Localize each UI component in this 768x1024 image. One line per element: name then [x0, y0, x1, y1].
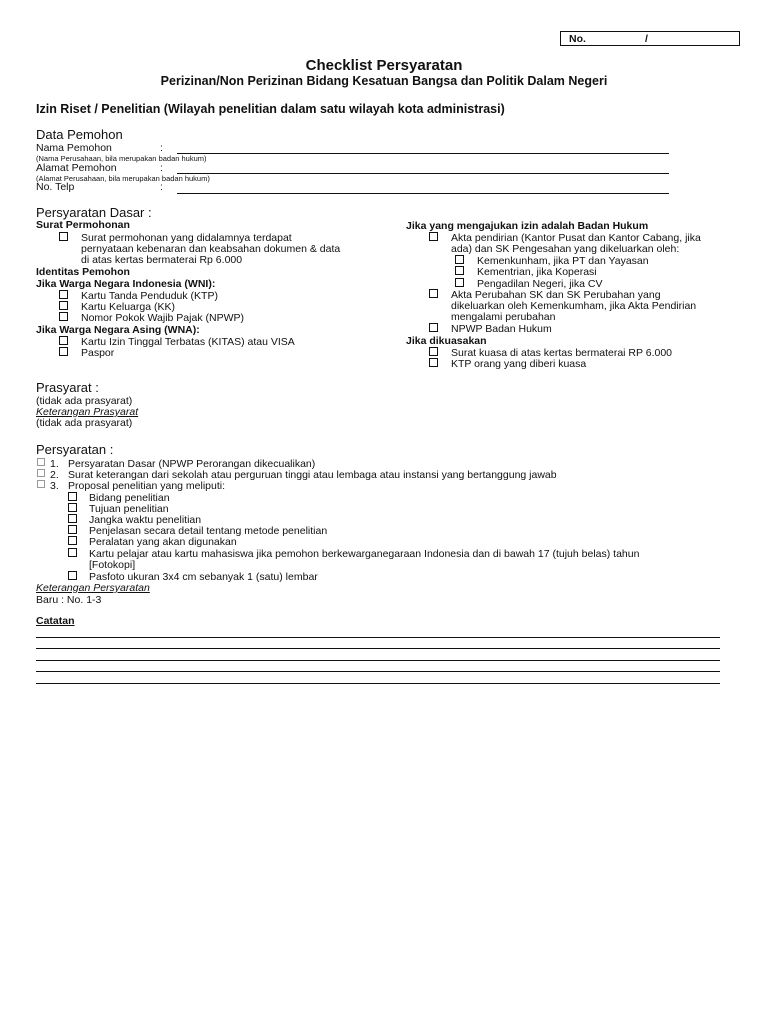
- wni-heading: Jika Warga Negara Indonesia (WNI):: [36, 278, 216, 290]
- req-text: Persyaratan Dasar (NPWP Perorangan dikecualikan): [68, 458, 316, 470]
- req-num: 2.: [50, 469, 59, 481]
- ktp-checkbox[interactable]: [59, 290, 68, 299]
- proposal-item: Kartu pelajar atau kartu mahasiswa jika pemohon berkewarganegaraan Indonesia dan di bawah 17 (tujuh belas) tahun: [89, 548, 640, 560]
- address-field[interactable]: [177, 173, 669, 174]
- number-slash: /: [645, 33, 648, 45]
- deed-line-2: ada) dan SK Pengesahan yang dikeluarkan oleh:: [451, 243, 680, 255]
- name-label: Nama Pemohon: [36, 142, 112, 154]
- identity-heading: Identitas Pemohon: [36, 266, 130, 278]
- name-colon: :: [160, 142, 163, 154]
- deed-sub-item: Kementrian, jika Koperasi: [477, 266, 597, 278]
- wna-heading: Jika Warga Negara Asing (WNA):: [36, 324, 200, 336]
- req-3-checkbox[interactable]: [37, 480, 45, 488]
- address-label: Alamat Pemohon: [36, 162, 117, 174]
- address-note: (Alamat Perusahaan, bila merupakan badan hukum): [36, 174, 210, 183]
- notes-line[interactable]: [36, 660, 720, 661]
- address-colon: :: [160, 162, 163, 174]
- deed-checkbox[interactable]: [429, 232, 438, 241]
- notes-heading: Catatan: [36, 615, 75, 627]
- req-text: Proposal penelitian yang meliputi:: [68, 480, 226, 492]
- passport-checkbox[interactable]: [59, 347, 68, 356]
- number-box: [560, 31, 740, 46]
- npwp-entity-checkbox[interactable]: [429, 323, 438, 332]
- proposal-checkbox[interactable]: [68, 503, 77, 512]
- npwp-checkbox[interactable]: [59, 312, 68, 321]
- req-1-checkbox[interactable]: [37, 458, 45, 466]
- phone-colon: :: [160, 181, 163, 193]
- wni-item: Nomor Pokok Wajib Pajak (NPWP): [81, 312, 244, 324]
- letter-line-2: pernyataan kebenaran dan keabsahan dokumen & data: [81, 243, 341, 255]
- requirements-note-value: Baru : No. 1-3: [36, 594, 102, 606]
- requirements-heading: Persyaratan :: [36, 442, 114, 457]
- photocopy-note: [Fotokopi]: [89, 559, 136, 571]
- wna-item: Paspor: [81, 347, 115, 359]
- req-text: Surat keterangan dari sekolah atau perguruan tinggi atau lembaga atau instansi yang bertanggung jawab: [68, 469, 557, 481]
- wni-item: Kartu Tanda Penduduk (KTP): [81, 290, 218, 302]
- phone-field[interactable]: [177, 193, 669, 194]
- amendment-checkbox[interactable]: [429, 289, 438, 298]
- amend-line-1: Akta Perubahan SK dan SK Perubahan yang: [451, 289, 661, 301]
- deed-line-1: Akta pendirian (Kantor Pusat dan Kantor Cabang, jika: [451, 232, 701, 244]
- requirements-note-label: Keterangan Persyaratan: [36, 582, 150, 594]
- proposal-checkbox[interactable]: [68, 548, 77, 557]
- proposal-item: Peralatan yang akan digunakan: [89, 536, 237, 548]
- prerequisites-heading: Prasyarat :: [36, 380, 99, 395]
- proposal-item: Tujuan penelitian: [89, 503, 169, 515]
- permit-type: Izin Riset / Penelitian (Wilayah penelitian dalam satu wilayah kota administrasi): [36, 102, 505, 116]
- letter-line-3: di atas kertas bermaterai Rp 6.000: [81, 254, 243, 266]
- notes-line[interactable]: [36, 648, 720, 649]
- proxy-ktp-checkbox[interactable]: [429, 358, 438, 367]
- req-num: 3.: [50, 480, 59, 492]
- kitas-checkbox[interactable]: [59, 336, 68, 345]
- wni-item: Kartu Keluarga (KK): [81, 301, 175, 313]
- proxy-item: KTP orang yang diberi kuasa: [451, 358, 587, 370]
- number-label: No.: [569, 33, 586, 45]
- basic-requirements-heading: Persyaratan Dasar :: [36, 205, 152, 220]
- pengadilan-checkbox[interactable]: [455, 278, 464, 287]
- applicant-heading: Data Pemohon: [36, 127, 123, 142]
- req-num: 1.: [50, 458, 59, 470]
- proposal-checkbox[interactable]: [68, 514, 77, 523]
- wna-item: Kartu Izin Tinggal Terbatas (KITAS) atau VISA: [81, 336, 295, 348]
- name-note: (Nama Perusahaan, bila merupakan badan hukum): [36, 154, 207, 163]
- letter-line-1: Surat permohonan yang didalamnya terdapat: [81, 232, 292, 244]
- deed-sub-item: Kemenkunham, jika PT dan Yayasan: [477, 255, 649, 267]
- proposal-checkbox[interactable]: [68, 525, 77, 534]
- deed-sub-item: Pengadilan Negeri, jika CV: [477, 278, 603, 290]
- legal-entity-heading: Jika yang mengajukan izin adalah Badan Hukum: [406, 220, 649, 232]
- proxy-letter-checkbox[interactable]: [429, 347, 438, 356]
- kemenkunham-checkbox[interactable]: [455, 255, 464, 264]
- proposal-item: Penjelasan secara detail tentang metode penelitian: [89, 525, 328, 537]
- notes-line[interactable]: [36, 683, 720, 684]
- npwp-entity-label: NPWP Badan Hukum: [451, 323, 552, 335]
- name-field[interactable]: [177, 153, 669, 154]
- page-title: Checklist Persyaratan: [305, 57, 463, 74]
- prerequisites-line-2: (tidak ada prasyarat): [36, 417, 133, 429]
- kk-checkbox[interactable]: [59, 301, 68, 310]
- letter-heading: Surat Permohonan: [36, 219, 130, 231]
- proposal-item: Bidang penelitian: [89, 492, 170, 504]
- proposal-checkbox[interactable]: [68, 492, 77, 501]
- page-subtitle: Perizinan/Non Perizinan Bidang Kesatuan Bangsa dan Politik Dalam Negeri: [160, 74, 608, 88]
- prerequisites-note-label: Keterangan Prasyarat: [36, 406, 139, 418]
- proposal-item: Jangka waktu penelitian: [89, 514, 202, 526]
- amend-line-2: dikeluarkan oleh Kemenkumham, jika Akta Pendirian: [451, 300, 697, 312]
- kementrian-checkbox[interactable]: [455, 266, 464, 275]
- amend-line-3: mengalami perubahan: [451, 311, 556, 323]
- notes-line[interactable]: [36, 637, 720, 638]
- notes-line[interactable]: [36, 671, 720, 672]
- proxy-heading: Jika dikuasakan: [406, 335, 487, 347]
- proxy-item: Surat kuasa di atas kertas bermaterai RP 6.000: [451, 347, 673, 359]
- proposal-checkbox[interactable]: [68, 536, 77, 545]
- prerequisites-line-1: (tidak ada prasyarat): [36, 395, 133, 407]
- req-2-checkbox[interactable]: [37, 469, 45, 477]
- letter-checkbox[interactable]: [59, 232, 68, 241]
- photo-checkbox[interactable]: [68, 571, 77, 580]
- photo-item: Pasfoto ukuran 3x4 cm sebanyak 1 (satu) lembar: [89, 571, 318, 583]
- phone-label: No. Telp: [36, 181, 75, 193]
